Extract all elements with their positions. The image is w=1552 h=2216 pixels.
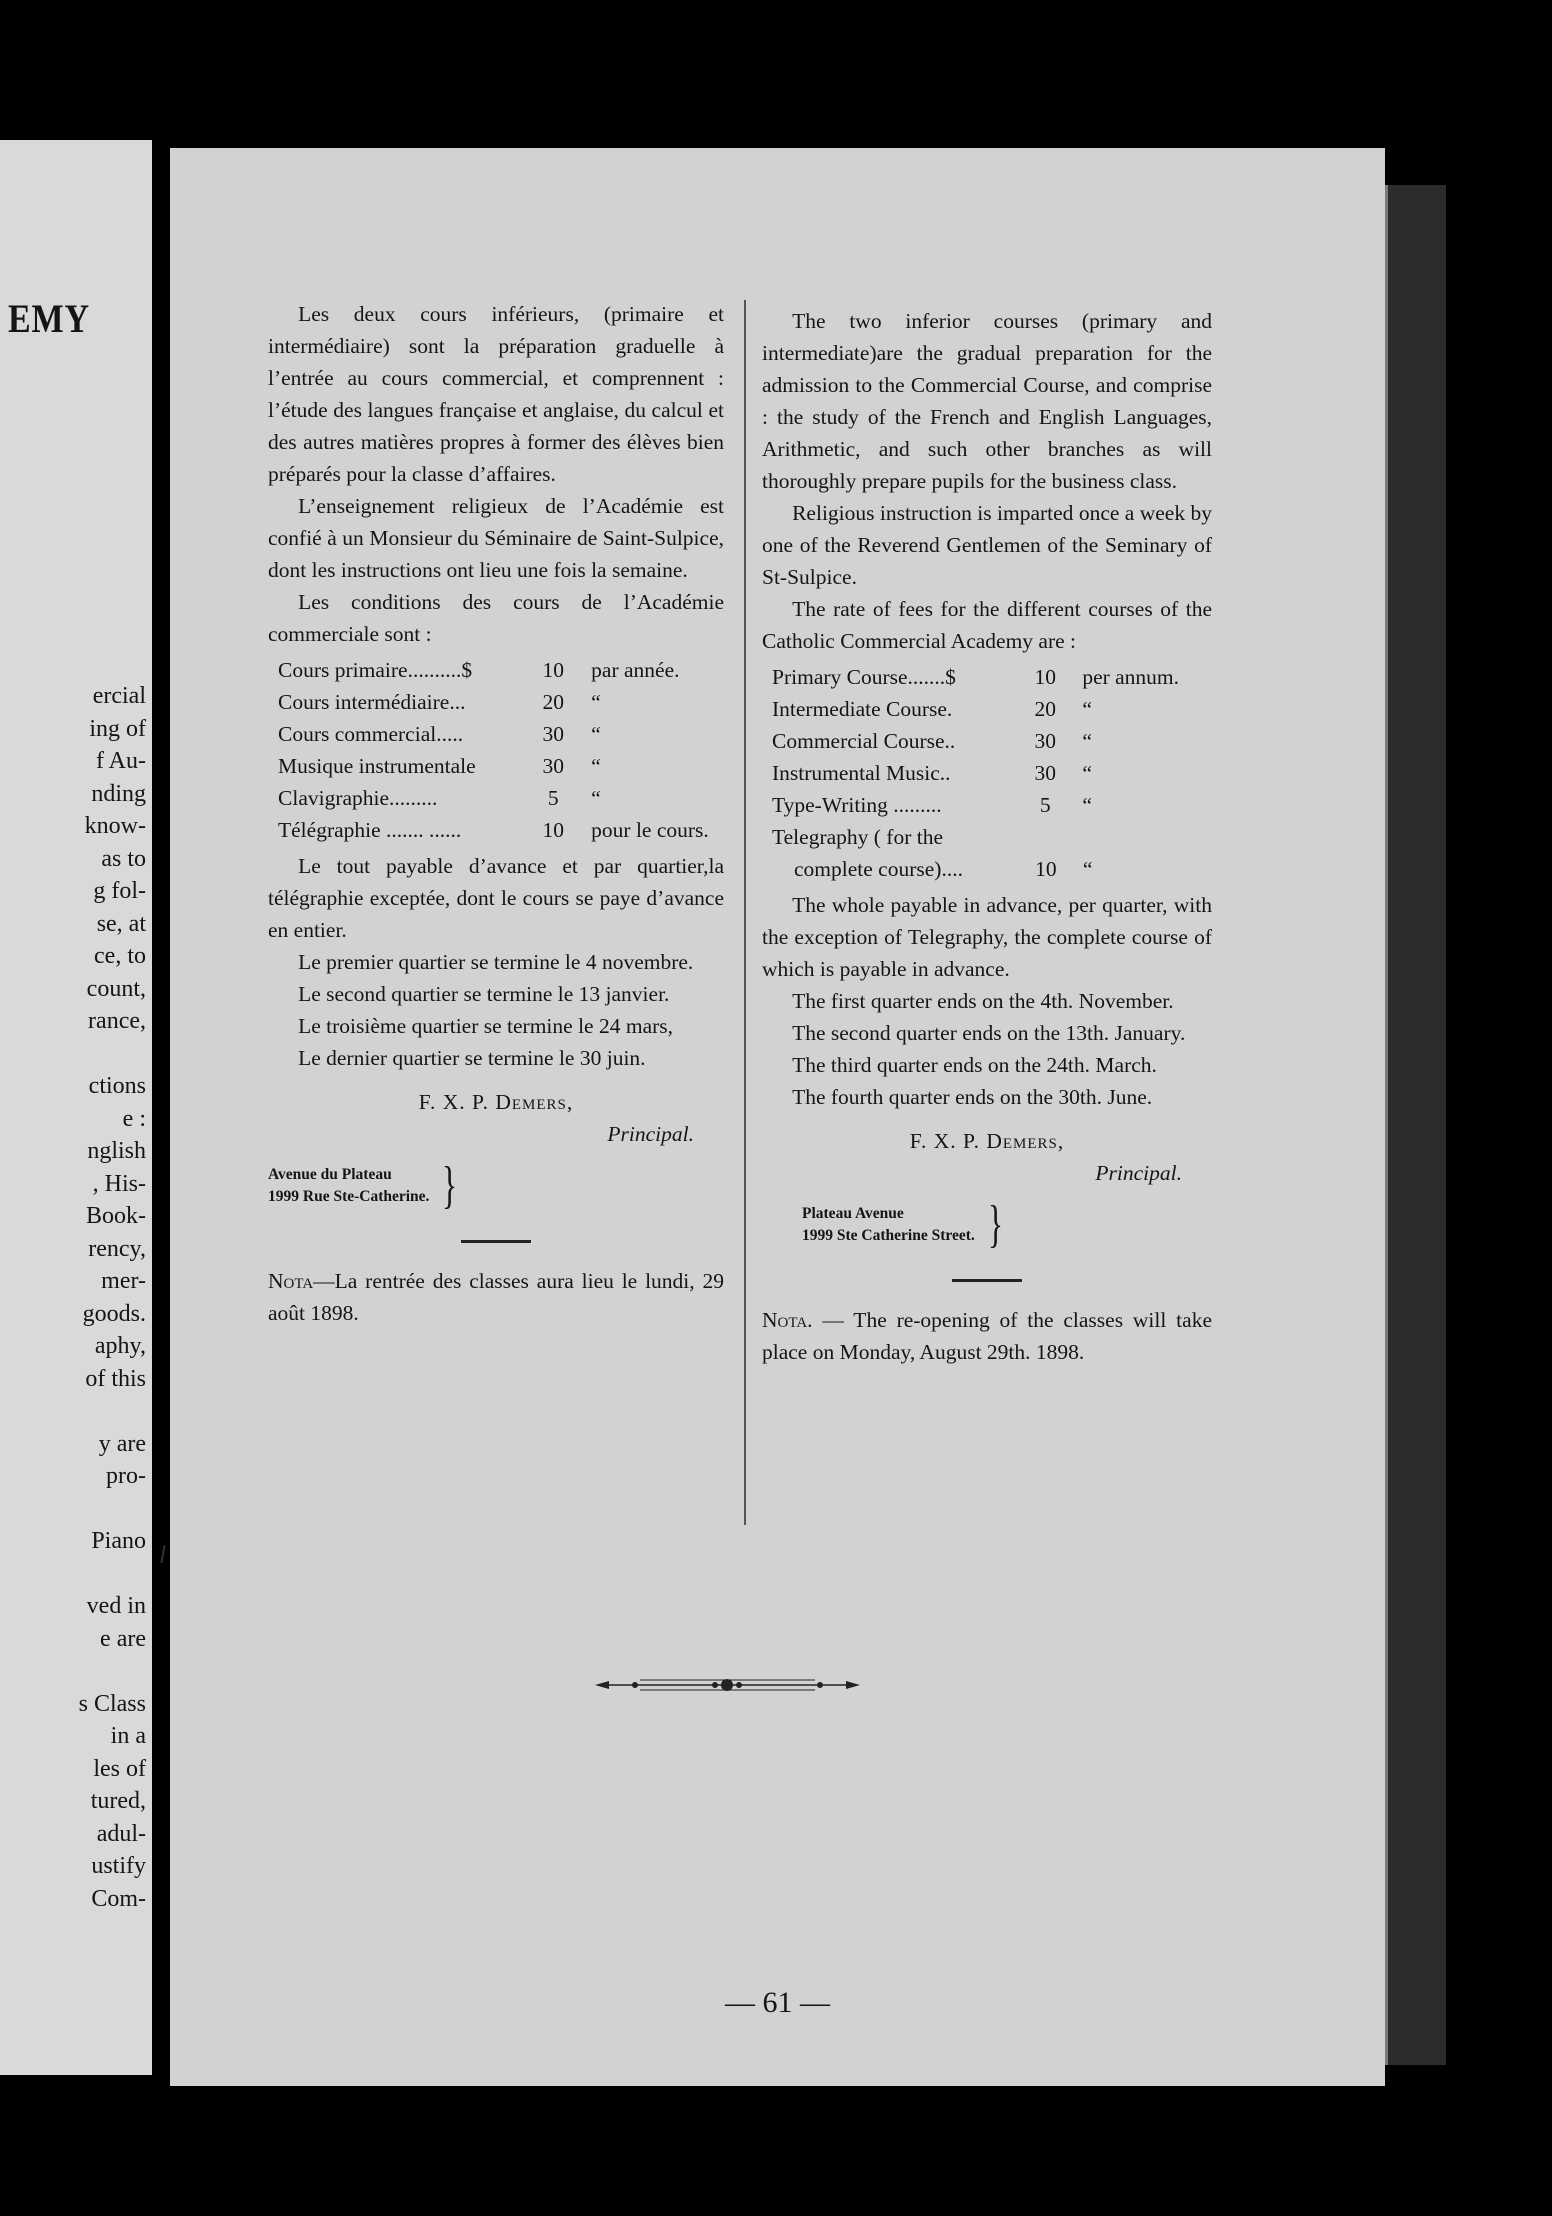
fee-row: [278, 686, 724, 718]
fee-row: [278, 718, 724, 750]
fee-unit: “: [591, 754, 601, 778]
previous-page-line: s Class: [78, 1690, 146, 1717]
fee-value: 10: [542, 658, 564, 682]
fee-row: [278, 782, 724, 814]
fee-row: [772, 661, 1212, 693]
previous-page-line: f Au-: [96, 748, 146, 774]
previous-page-line: adul-: [96, 1820, 146, 1847]
fee-value: 10: [1035, 857, 1057, 881]
fee-unit: “: [591, 786, 601, 810]
signature-title: Principal.: [1095, 1161, 1182, 1185]
fee-row: [772, 789, 1212, 821]
fee-row: [772, 693, 1212, 725]
short-rule: [461, 1240, 531, 1243]
previous-page-line: Piano: [91, 1528, 146, 1554]
fee-row: [772, 853, 1212, 885]
previous-page-line: ved in: [86, 1593, 146, 1619]
fee-value: 30: [1034, 729, 1056, 753]
fee-unit: par année.: [591, 658, 680, 682]
english-paragraph: The whole payable in advance, per quarter, with the exception of Telegraphy, the complete course of which is payable in advance.: [762, 893, 1212, 981]
english-paragraph: The third quarter ends on the 24th. March.: [792, 1053, 1157, 1077]
french-paragraph: Le tout payable d’avance et par quartier,la télégraphie exceptée, dont le cours se paye d’avance en entier.: [268, 854, 724, 942]
previous-page-line: ustify: [91, 1853, 146, 1879]
french-nota: [268, 1265, 724, 1329]
english-signature: [762, 1125, 1212, 1189]
french-paragraph: Les conditions des cours de l’Académie commerciale sont :: [268, 590, 724, 646]
previous-page-line: Book-: [86, 1203, 146, 1229]
margin-mark: [160, 1545, 165, 1563]
brace-glyph: }: [442, 1157, 458, 1214]
nota-label: Nota.: [762, 1308, 813, 1332]
fee-value: 20: [1034, 697, 1056, 721]
previous-page-line: ercial: [92, 683, 146, 709]
fee-value: 30: [1034, 761, 1056, 785]
previous-page-line: nglish: [87, 1138, 146, 1164]
english-paragraph: The rate of fees for the different courses of the Catholic Commercial Academy are :: [762, 597, 1212, 653]
address-line: 1999 Rue Ste-Catherine.: [268, 1188, 430, 1205]
fee-unit: [1082, 821, 1212, 853]
fee-name: Cours primaire..........$: [278, 658, 473, 682]
brace-glyph: }: [987, 1196, 1003, 1253]
fee-name: Musique instrumentale: [278, 754, 476, 778]
previous-page-line: e are: [100, 1625, 146, 1652]
previous-page-text: [79, 680, 146, 1915]
signature-title: Principal.: [607, 1122, 694, 1146]
fee-value: 20: [542, 690, 564, 714]
previous-page-strip: [0, 140, 152, 2075]
fee-unit: “: [591, 690, 601, 714]
fee-row: [772, 725, 1212, 757]
french-paragraph: Le second quartier se termine le 13 janvier.: [298, 982, 670, 1006]
fee-row: [772, 821, 1212, 853]
fee-row: [772, 757, 1212, 789]
previous-page-line: know-: [84, 813, 146, 839]
previous-page-line: g fol-: [93, 878, 146, 904]
previous-page-line: tured,: [90, 1788, 146, 1814]
previous-page-line: se, at: [96, 910, 146, 937]
previous-page-line: [79, 1395, 146, 1428]
previous-page-line: in a: [110, 1723, 146, 1749]
fee-name: Commercial Course..: [772, 729, 956, 753]
fee-row: [278, 654, 724, 686]
fee-unit: “: [1082, 761, 1092, 785]
fee-value: 10: [1034, 665, 1056, 689]
previous-page-line: pro-: [106, 1463, 146, 1489]
fee-value: [1008, 821, 1082, 853]
nota-text: — The re-opening of the classes will take place on Monday, August 29th. 1898.: [762, 1308, 1212, 1364]
fee-unit: per annum.: [1082, 665, 1180, 689]
nota-text: —La rentrée des classes aura lieu le lundi, 29 août 1898.: [268, 1269, 724, 1325]
french-paragraph: Les deux cours inférieurs, (primaire et intermédiaire) sont la préparation graduelle à l’entrée au cours commercial, et comprennent : l’étude des langues française et anglaise, du calcul et des autres matières propres à former des élèves bien préparés pour la classe d’affaires.: [268, 302, 724, 486]
page-edge: [1385, 185, 1446, 2065]
previous-page-line: goods.: [82, 1300, 146, 1327]
address-line: Plateau Avenue: [802, 1205, 904, 1222]
fee-row: [278, 814, 724, 846]
fee-unit: “: [1082, 729, 1092, 753]
previous-page-line: e :: [122, 1105, 146, 1132]
fee-unit: “: [1082, 857, 1093, 881]
fee-name: Type-Writing .........: [772, 793, 942, 817]
signature-name: F. X. P. Demers,: [418, 1090, 574, 1114]
english-paragraph: Religious instruction is imparted once a week by one of the Reverend Gentlemen of the Seminary of St-Sulpice.: [762, 501, 1212, 589]
fee-name: Intermediate Course.: [772, 697, 953, 721]
fee-value: 5: [547, 786, 559, 810]
english-address: [802, 1196, 1212, 1253]
column-divider: [744, 300, 746, 1525]
fee-unit: “: [1082, 697, 1092, 721]
english-nota: [762, 1304, 1212, 1368]
nota-label: Nota: [268, 1269, 314, 1293]
previous-page-line: [79, 1038, 146, 1071]
fee-value: 10: [542, 818, 564, 842]
fee-value: 30: [542, 722, 564, 746]
fee-name: Télégraphie ....... ......: [278, 818, 462, 842]
fee-name: Telegraphy ( for the: [772, 825, 944, 849]
english-column: [762, 305, 1212, 1368]
previous-page-line: rance,: [88, 1008, 146, 1034]
fee-name: Primary Course.......$: [772, 665, 956, 689]
french-paragraph: L’enseignement religieux de l’Académie est confié à un Monsieur du Séminaire de Saint-Sulpice, dont les instructions ont lieu une fois la semaine.: [268, 494, 724, 582]
fee-name: Cours intermédiaire...: [278, 690, 466, 714]
previous-page-line: ctions: [88, 1073, 146, 1099]
french-paragraph: Le dernier quartier se termine le 30 juin.: [298, 1046, 646, 1070]
ornament-divider-icon: [595, 1670, 860, 1700]
address-line: Avenue du Plateau: [268, 1166, 392, 1183]
fee-row: [278, 750, 724, 782]
previous-page-line: aphy,: [94, 1333, 146, 1359]
fee-name: Clavigraphie.........: [278, 786, 438, 810]
signature-name: F. X. P. Demers,: [909, 1129, 1065, 1153]
previous-page-line: [79, 1493, 146, 1526]
previous-page-line: y are: [98, 1430, 146, 1457]
page-number: — 61 —: [725, 1986, 830, 2019]
fee-unit: “: [1082, 793, 1092, 817]
previous-page-line: ce, to: [94, 943, 146, 969]
previous-page-line: count,: [86, 975, 146, 1002]
previous-page-line: rency,: [88, 1235, 146, 1262]
previous-page-line: [79, 1558, 146, 1591]
french-signature: [268, 1086, 724, 1150]
english-paragraph: The fourth quarter ends on the 30th. June.: [792, 1085, 1153, 1109]
french-fee-table: [278, 654, 724, 846]
english-paragraph: The first quarter ends on the 4th. November.: [792, 989, 1174, 1013]
fee-unit: pour le cours.: [591, 818, 709, 842]
fee-name: Instrumental Music..: [772, 761, 951, 785]
fee-unit: “: [591, 722, 601, 746]
previous-page-line: as to: [101, 845, 146, 872]
french-address: [268, 1157, 724, 1214]
previous-page-line: [79, 1655, 146, 1688]
previous-page-line: of this: [85, 1365, 146, 1392]
fee-name: Cours commercial.....: [278, 722, 464, 746]
short-rule: [952, 1279, 1022, 1282]
previous-page-line: ing of: [89, 715, 146, 742]
french-column: [268, 298, 724, 1329]
previous-page-line: Com-: [91, 1885, 146, 1912]
previous-page-heading: EMY: [8, 296, 90, 341]
french-paragraph: Le troisième quartier se termine le 24 mars,: [298, 1014, 674, 1038]
address-line: 1999 Ste Catherine Street.: [802, 1227, 975, 1244]
english-paragraph: The two inferior courses (primary and intermediate)are the gradual preparation for the admission to the Commercial Course, and comprise : the study of the French and English Languages, Arithmetic, and such other branches as will thoroughly prepare pupils for the business class.: [762, 309, 1212, 493]
previous-page-line: nding: [91, 780, 146, 807]
previous-page-line: , His-: [92, 1170, 146, 1197]
fee-value: 30: [542, 754, 564, 778]
fee-name: complete course)....: [794, 857, 963, 881]
english-paragraph: The second quarter ends on the 13th. January.: [792, 1021, 1186, 1045]
fee-value: 5: [1039, 793, 1051, 817]
english-fee-table: [772, 661, 1212, 885]
previous-page-line: mer-: [101, 1268, 146, 1294]
previous-page-line: les of: [93, 1755, 146, 1782]
french-paragraph: Le premier quartier se termine le 4 novembre.: [298, 950, 694, 974]
